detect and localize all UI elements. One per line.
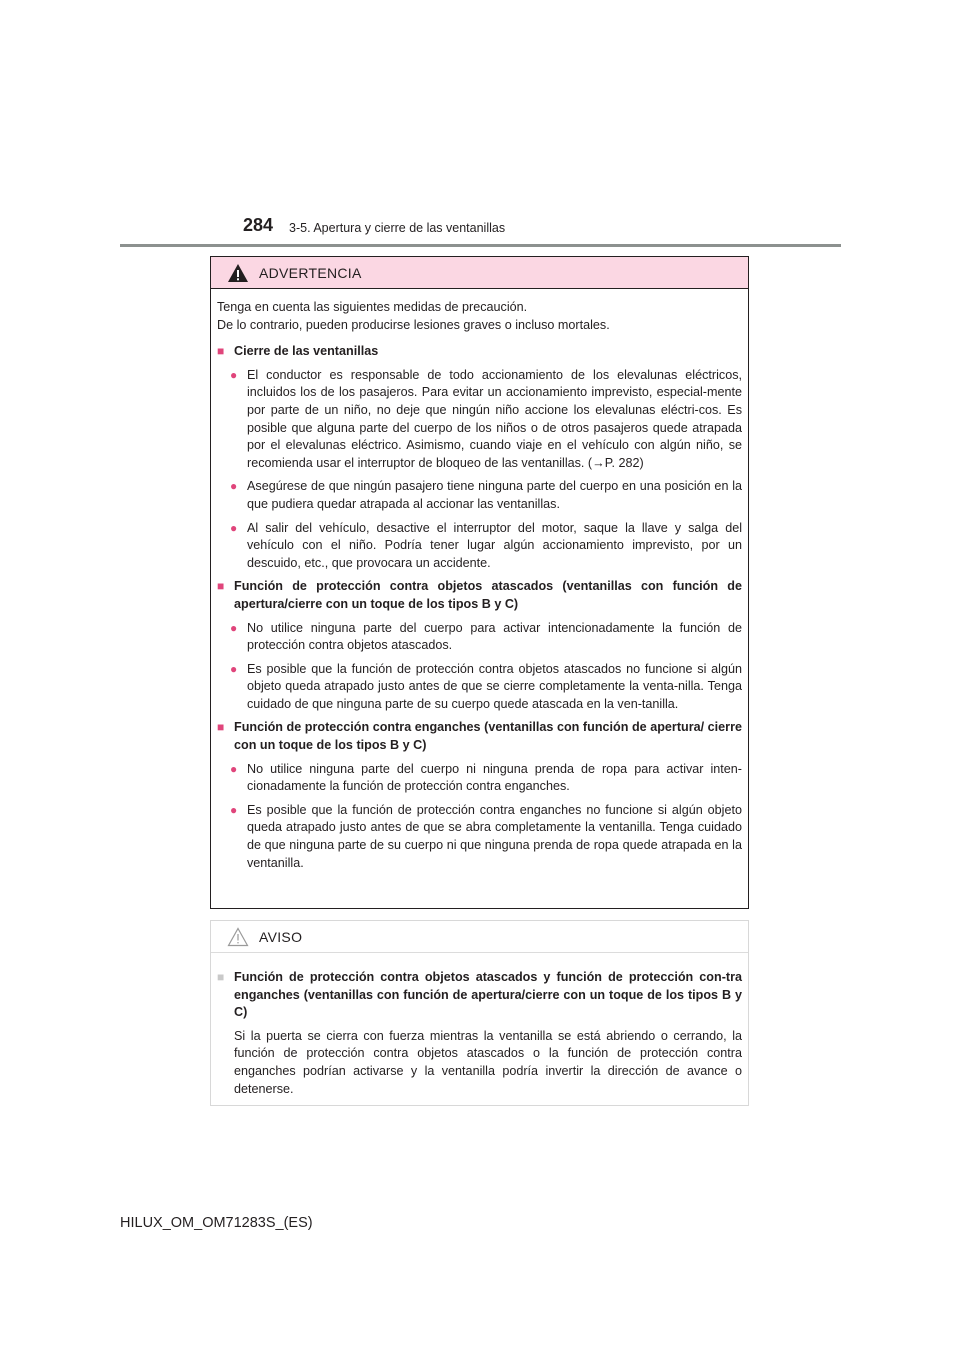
- warning-box: [210, 256, 749, 909]
- heading-text: Cierre de las ventanillas: [234, 344, 379, 359]
- bullet-text: Asegúrese de que ningún pasajero tiene ninguna parte del cuerpo en una posición en la que pudiera quedar atrapada al accionar las ventanillas.: [247, 479, 742, 511]
- round-bullet-icon: ●: [230, 802, 238, 817]
- section-title: 3-5. Apertura y cierre de las ventanillas: [289, 221, 506, 235]
- bullet-text: Es posible que la función de protección contra objetos atascados no funcione si algún objeto queda atrapado justo antes de que se cierre completamente la venta-nilla. Tenga cuidado de que ninguna parte de su cuerpo quede atascada en la ven-tanilla.: [247, 661, 742, 711]
- header-rule: [120, 244, 841, 247]
- warning-triangle-icon: [227, 263, 249, 283]
- list-item: [230, 620, 742, 655]
- intro-line: De lo contrario, pueden producirse lesiones graves o incluso mortales.: [217, 317, 610, 332]
- list-item: [230, 520, 742, 573]
- round-bullet-icon: ●: [230, 479, 238, 494]
- square-bullet-icon: ■: [217, 579, 225, 594]
- heading-text: Función de protección contra objetos atascados y función de protección con-tra enganches (ventanillas con función de apertura/cierre con un toque de los tipos B y C): [234, 970, 742, 1020]
- warning-body: [211, 289, 748, 872]
- bullet-text: No utilice ninguna parte del cuerpo para activar intencionadamente la función de protección contra objetos atascados.: [247, 620, 742, 653]
- list-item: [230, 478, 742, 513]
- warning-label: ADVERTENCIA: [259, 264, 362, 281]
- warning-intro: [217, 299, 742, 334]
- bullet-text: Al salir del vehículo, desactive el interruptor del motor, saque la llave y salga del vehículo con el niño. Podría tener lugar algún accionamiento imprevisto, por un descuido, etc., que provocara un accidente.: [247, 520, 742, 570]
- bullet-text: El conductor es responsable de todo accionamiento de los elevalunas eléctricos, incluidos los de los pasajeros. Para evitar un accionamiento imprevisto, especial-mente por parte de un niño, no deje que ningún niño accione los elevalunas eléctri-cos. Es posible que alguna parte del cuerpo de los niños o de otros pasajeros quede atrapada por el elevalunas eléctrico. Asimismo, cuando viaje en el vehículo con algún niño, se recomienda usar el interruptor de bloqueo de las ventanillas. (→P. 282): [247, 367, 742, 470]
- section-heading: [217, 578, 742, 613]
- warning-header: [211, 257, 748, 289]
- list-item: [230, 367, 742, 473]
- round-bullet-icon: ●: [230, 620, 238, 635]
- section-heading: [217, 969, 742, 1022]
- caution-triangle-outline-icon: [227, 927, 249, 947]
- notice-label: AVISO: [259, 928, 303, 945]
- square-bullet-icon: ■: [217, 970, 225, 984]
- round-bullet-icon: ●: [230, 367, 238, 382]
- bullet-text: No utilice ninguna parte del cuerpo ni ninguna prenda de ropa para activar inten-cionadamente la función de protección contra enganches.: [247, 761, 742, 794]
- page-number: 284: [243, 215, 274, 235]
- round-bullet-icon: ●: [230, 761, 238, 776]
- footer-code: HILUX_OM_OM71283S_(ES): [120, 1215, 313, 1231]
- notice-box: [210, 920, 749, 1106]
- intro-line: Tenga en cuenta las siguientes medidas de precaución.: [217, 300, 528, 314]
- section-heading: [217, 719, 742, 754]
- list-item: [230, 802, 742, 872]
- round-bullet-icon: ●: [230, 661, 238, 676]
- heading-text: Función de protección contra objetos atascados (ventanillas con función de apertura/cierre con un toque de los tipos B y C): [234, 579, 742, 611]
- square-bullet-icon: ■: [217, 344, 225, 359]
- round-bullet-icon: ●: [230, 520, 238, 535]
- section-heading: [217, 343, 742, 361]
- heading-text: Función de protección contra enganches (ventanillas con función de apertura/ cierre con un toque de los tipos B y C): [234, 720, 742, 753]
- bullet-text: Es posible que la función de protección contra enganches no funcione si algún objeto queda atrapado justo antes de que se abra completamente la ventanilla. Tenga cuidado de que ninguna parte de su cuerpo ni que ninguna prenda de ropa quede atrapada en la ventanilla.: [247, 802, 742, 870]
- notice-body: [211, 953, 748, 1098]
- square-bullet-icon: ■: [217, 720, 225, 735]
- notice-header: [211, 921, 748, 953]
- list-item: [230, 761, 742, 796]
- notice-paragraph: Si la puerta se cierra con fuerza mientras la ventanilla se está abriendo o cerrando, la función de protección contra objetos atascados o la función de protección contra enganches podrían activarse y la ventanilla podría invertir la dirección de avance o detenerse.: [234, 1028, 742, 1096]
- list-item: [230, 661, 742, 714]
